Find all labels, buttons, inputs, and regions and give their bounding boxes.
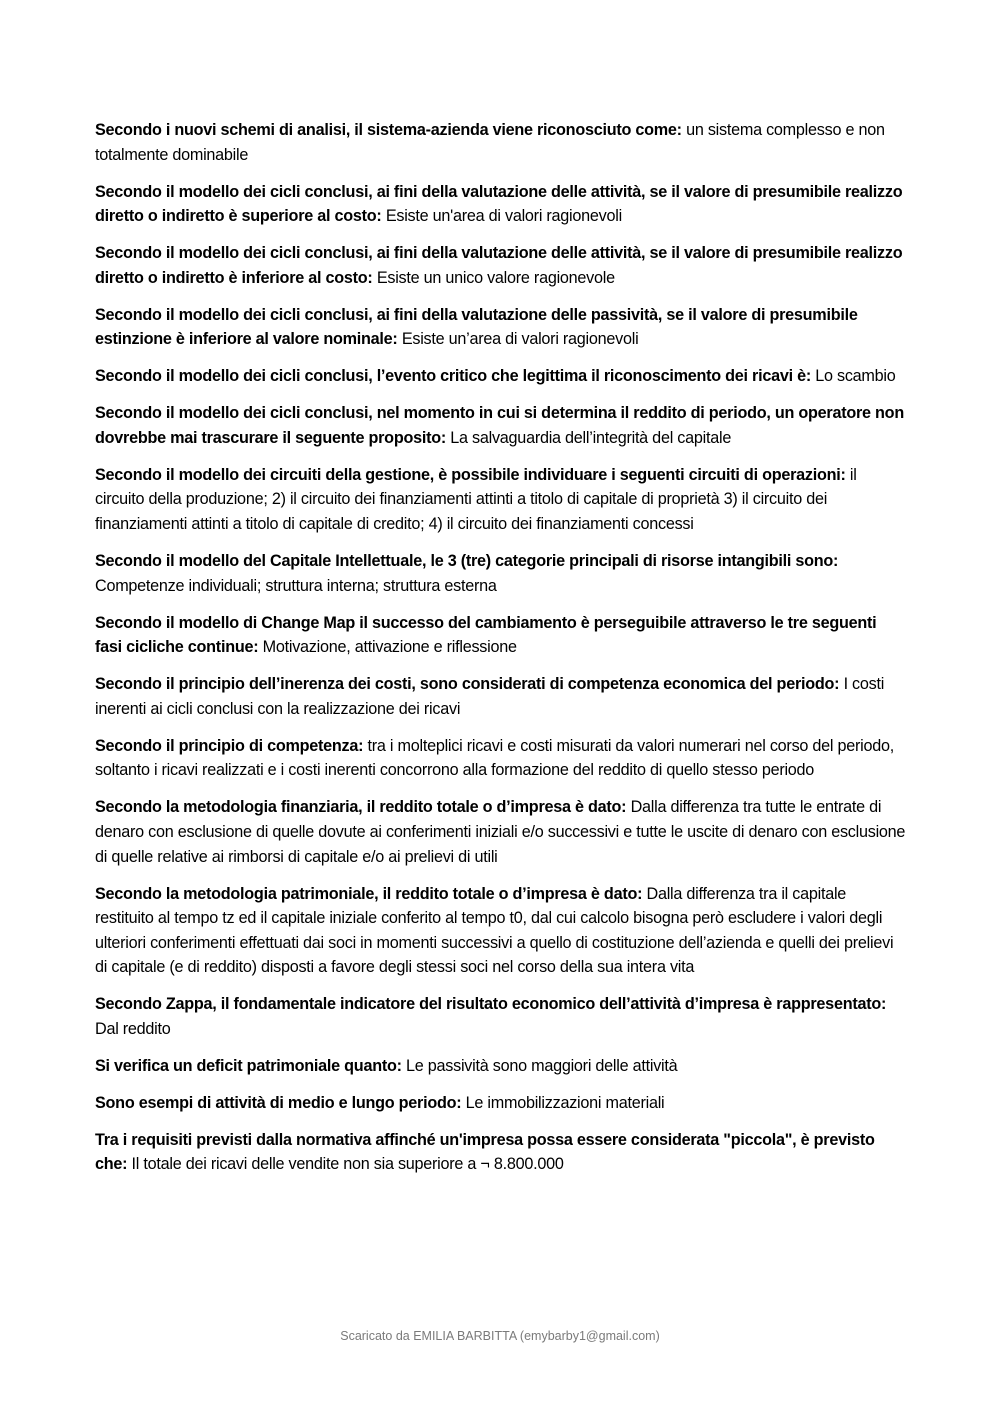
question-text: Secondo il principio dell’inerenza dei costi, sono considerati di competenza economica del periodo: bbox=[95, 675, 840, 694]
answer-text: I costi inerenti ai cicli conclusi con la realizzazione dei ricavi bbox=[95, 675, 885, 718]
question-text: Secondo il modello dei cicli conclusi, nel momento in cui si determina il reddito di periodo, un operatore non dovrebbe mai trascurare il seguente proposito: bbox=[95, 404, 904, 447]
answer-text: Dalla differenza tra tutte le entrate di denaro con esclusione di quelle dovute ai conferimenti iniziali e/o successivi e tutte le uscite di denaro con esclusione di quelle relative ai rimborsi di capitale e/o ai prelievi di utili bbox=[95, 798, 906, 866]
answer-text: La salvaguardia dell’integrità del capitale bbox=[450, 428, 732, 447]
qa-item bbox=[95, 118, 907, 167]
qa-item bbox=[95, 241, 907, 290]
question-text: Secondo il modello dei cicli conclusi, ai fini della valutazione delle attività, se il valore di presumibile realizzo diretto o indiretto è inferiore al costo: bbox=[95, 244, 903, 287]
answer-text: tra i molteplici ricavi e costi misurati da valori numerari nel corso del periodo, soltanto i ricavi realizzati e i costi inerenti concorrono alla formazione del reddito di quello stesso periodo bbox=[95, 736, 895, 780]
qa-item bbox=[95, 672, 907, 721]
qa-item bbox=[95, 463, 907, 537]
qa-item bbox=[95, 1054, 907, 1079]
answer-text: Motivazione, attivazione e riflessione bbox=[262, 638, 517, 657]
question-text: Secondo il modello del Capitale Intellettuale, le 3 (tre) categorie principali di risorse intangibili sono: bbox=[95, 552, 839, 571]
answer-text: un sistema complesso e non totalmente dominabile bbox=[95, 121, 885, 164]
question-text: Secondo il principio di competenza: bbox=[95, 736, 364, 755]
answer-text: Competenze individuali; struttura interna; struttura esterna bbox=[95, 576, 497, 595]
qa-item bbox=[95, 401, 907, 450]
question-text: Secondo la metodologia finanziaria, il reddito totale o d’impresa è dato: bbox=[95, 798, 627, 817]
qa-item bbox=[95, 1128, 907, 1177]
answer-text: Esiste un'area di valori ragionevoli bbox=[385, 207, 622, 226]
question-text: Secondo i nuovi schemi di analisi, il sistema-azienda viene riconosciuto come: bbox=[95, 121, 682, 139]
download-footer: Scaricato da EMILIA BARBITTA (emybarby1@gmail.com) bbox=[340, 1329, 660, 1343]
qa-item bbox=[95, 1091, 907, 1116]
qa-item bbox=[95, 549, 907, 598]
qa-item bbox=[95, 303, 907, 352]
answer-text: Il totale dei ricavi delle vendite non sia superiore a ¬ 8.800.000 bbox=[131, 1155, 564, 1174]
answer-text: Esiste un unico valore ragionevole bbox=[376, 268, 615, 287]
question-text: Secondo Zappa, il fondamentale indicatore del risultato economico dell’attività d’impresa è rappresentato: bbox=[95, 995, 887, 1014]
question-text: Sono esempi di attività di medio e lungo periodo: bbox=[95, 1093, 462, 1112]
question-text: Tra i requisiti previsti dalla normativa affinché un'impresa possa essere considerata "piccola", è previsto che: bbox=[95, 1130, 875, 1174]
question-text: Secondo il modello dei circuiti della gestione, è possibile individuare i seguenti circuiti di operazioni: bbox=[95, 465, 846, 484]
qa-item bbox=[95, 795, 907, 869]
qa-item bbox=[95, 992, 907, 1041]
qa-item bbox=[95, 734, 907, 783]
qa-item bbox=[95, 611, 907, 660]
question-text: Secondo la metodologia patrimoniale, il reddito totale o d’impresa è dato: bbox=[95, 884, 643, 903]
answer-text: Le passività sono maggiori delle attività bbox=[406, 1056, 678, 1075]
answer-text: Le immobilizzazioni materiali bbox=[465, 1093, 665, 1112]
answer-text: Dalla differenza tra il capitale restituito al tempo tz ed il capitale iniziale conferito al tempo t0, dal cui calcolo bisogna però escludere i valori degli ulteriori conferimenti effettuati dai soci in momenti successivi a quello di costituzione dell’azienda e quelli dei prelievi di capitale (e di reddito) disposti a favore degli stessi soci nel corso della sua intera vita bbox=[95, 884, 894, 977]
question-text: Secondo il modello dei cicli conclusi, ai fini della valutazione delle attività, se il valore di presumibile realizzo diretto o indiretto è superiore al costo: bbox=[95, 182, 903, 226]
answer-text: Esiste un’area di valori ragionevoli bbox=[401, 330, 639, 349]
question-text: Secondo il modello di Change Map il successo del cambiamento è perseguibile attraverso le tre seguenti fasi cicliche continue: bbox=[95, 613, 877, 657]
answer-text: Dal reddito bbox=[95, 1019, 171, 1038]
question-text: Si verifica un deficit patrimoniale quanto: bbox=[95, 1056, 402, 1075]
answer-text: il circuito della produzione; 2) il circuito dei finanziamenti attinti a titolo di capitale di proprietà 3) il circuito dei finanziamenti attinti a titolo di capitale di credito; 4) il circuito dei finanziamenti concessi bbox=[95, 465, 857, 534]
qa-item bbox=[95, 882, 907, 980]
qa-item bbox=[95, 364, 907, 389]
document-body bbox=[95, 118, 907, 1189]
answer-text: Lo scambio bbox=[815, 367, 896, 386]
question-text: Secondo il modello dei cicli conclusi, l’evento critico che legittima il riconoscimento dei ricavi è: bbox=[95, 367, 811, 386]
question-text: Secondo il modello dei cicli conclusi, ai fini della valutazione delle passività, se il valore di presumibile estinzione è inferiore al valore nominale: bbox=[95, 305, 858, 349]
qa-item bbox=[95, 180, 907, 229]
